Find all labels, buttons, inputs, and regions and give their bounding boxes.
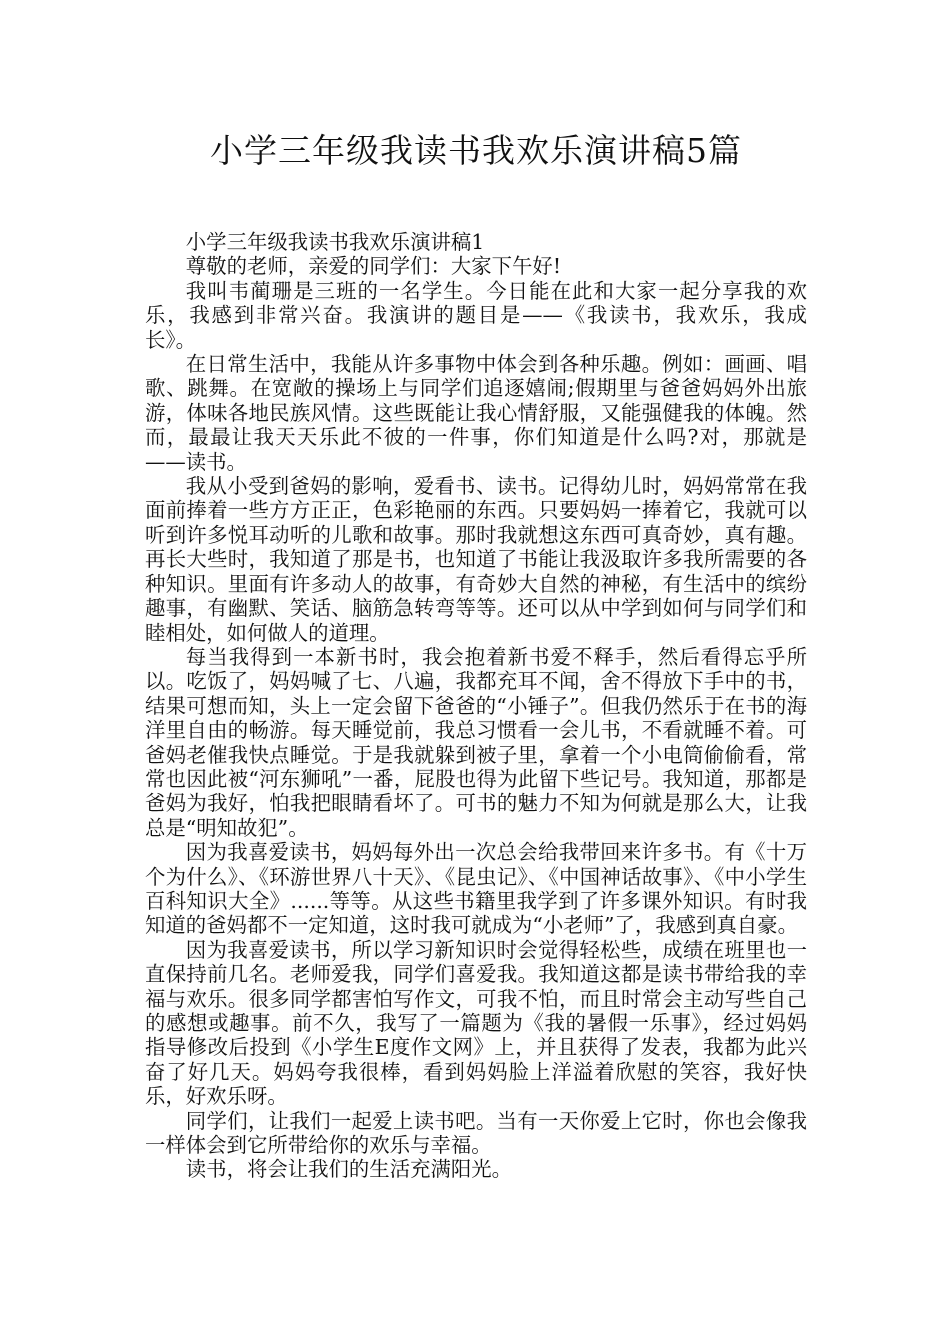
greeting-paragraph: 尊敬的老师，亲爱的同学们：大家下午好! — [185, 254, 562, 279]
body-paragraph: 因为我喜爱读书，妈妈每外出一次总会给我带回来许多书。有《十万个为什么》、《环游世界八十天》、《昆虫记》、《中国神话故事》、《中小学生百科知识大全》......等等。从这些书籍里我学到了许多课外知识。有时我知道的爸妈都不一定知道，这时我可就成为“小老师”了，我感到真自豪。 — [145, 840, 807, 938]
body-paragraph: 因为我喜爱读书，所以学习新知识时会觉得轻松些，成绩在班里也一直保持前几名。老师爱我，同学们喜爱我。我知道这都是读书带给我的幸福与欢乐。很多同学都害怕写作文，可我不怕，而且时常会主动写些自己的感想或趣事。前不久，我写了一篇题为《我的暑假一乐事》，经过妈妈指导修改后投到《小学生E度作文网》上，并且获得了发表，我都为此兴奋了好几天。妈妈夸我很棒，看到妈妈脸上洋溢着欣慰的笑容，我好快乐，好欢乐呀。 — [145, 937, 807, 1109]
closing-paragraph: 读书，将会让我们的生活充满阳光。 — [185, 1157, 513, 1182]
body-paragraph: 同学们，让我们一起爱上读书吧。当有一天你爱上它时，你也会像我一样体会到它所带给你的欢乐与幸福。 — [145, 1108, 807, 1158]
body-paragraph: 在日常生活中，我能从许多事物中体会到各种乐趣。例如：画画、唱歌、跳舞。在宽敞的操场上与同学们追逐嬉闹;假期里与爸爸妈妈外出旅游，体味各地民族风情。这些既能让我心情舒服，又能强健我的体魄。然而，最最让我天天乐此不彼的一件事，你们知道是什么吗?对，那就是——读书。 — [145, 352, 807, 474]
document-page — [145, 128, 807, 1182]
body-paragraph: 我叫韦蔺珊是三班的一名学生。今日能在此和大家一起分享我的欢乐，我感到非常兴奋。我演讲的题目是——《我读书，我欢乐，我成长》。 — [145, 278, 807, 352]
document-title: 小学三年级我读书我欢乐演讲稿5篇 — [210, 131, 742, 170]
body-paragraph: 我从小受到爸妈的影响，爱看书、读书。记得幼儿时，妈妈常常在我面前捧着一些方方正正，色彩艳丽的东西。只要妈妈一捧着它，我就可以听到许多悦耳动听的儿歌和故事。那时我就想这东西可真奇妙，真有趣。再长大些时，我知道了那是书，也知道了书能让我汲取许多我所需要的各种知识。里面有许多动人的故事，有奇妙大自然的神秘，有生活中的缤纷趣事，有幽默、笑话、脑筋急转弯等等。还可以从中学到如何与同学们和睦相处，如何做人的道理。 — [145, 474, 807, 645]
section-heading: 小学三年级我读书我欢乐演讲稿1 — [185, 230, 485, 254]
document-body — [145, 230, 807, 1182]
body-paragraph: 每当我得到一本新书时，我会抱着新书爱不释手，然后看得忘乎所以。吃饭了，妈妈喊了七、八遍，我都充耳不闻，舍不得放下手中的书，结果可想而知，头上一定会留下爸爸的“小锤子”。但我仍然乐于在书的海洋里自由的畅游。每天睡觉前，我总习惯看一会儿书，不看就睡不着。可爸妈老催我快点睡觉。于是我就躲到被子里，拿着一个小电筒偷偷看，常常也因此被“河东狮吼”一番，屁股也得为此留下些记号。我知道，那都是爸妈为我好，怕我把眼睛看坏了。可书的魅力不知为何就是那么大，让我总是“明知故犯”。 — [145, 644, 807, 840]
